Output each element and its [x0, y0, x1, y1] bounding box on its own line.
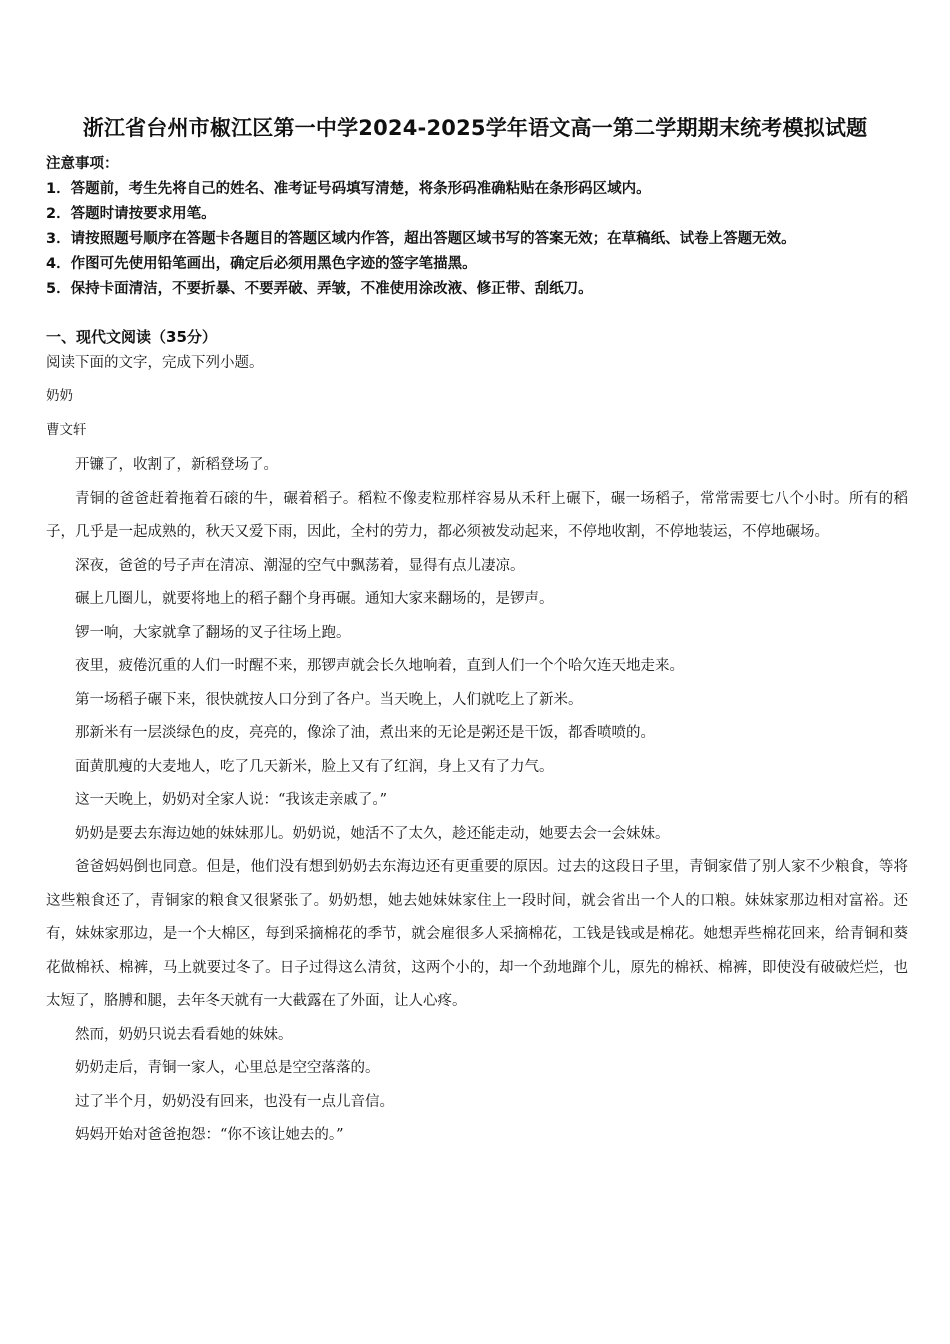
- story-author: 曹文轩: [46, 422, 87, 438]
- story-paragraph: 面黄肌瘦的大麦地人，吃了几天新米，脸上又有了红润，身上又有了力气。: [75, 758, 554, 775]
- notice-heading: 注意事项：: [46, 156, 119, 172]
- notice-block: [46, 152, 916, 302]
- story-paragraph: 爸爸妈妈倒也同意。但是，他们没有想到奶奶去东海边还有更重要的原因。过去的这段日子里，青铜家借了别人家不少粮食，等将这些粮食还了，青铜家的粮食又很紧张了。奶奶想，她去她妹妹家住上一段时间，就会省出一个人的口粮。妹妹家那边相对富裕。还有，妹妹家那边，是一个大棉区，每到采摘棉花的季节，就会雇很多人采摘棉花，工钱是钱或是棉花。她想弄些棉花回来，给青铜和葵花做棉袄、棉裤，马上就要过冬了。日子过得这么清贫，这两个小的，却一个劲地蹿个儿，原先的棉袄、棉裤，即使没有破破烂烂，也太短了，胳膊和腿，去年冬天就有一大截露在了外面，让人心疼。: [46, 859, 908, 1009]
- section-heading: 一、现代文阅读（35分）: [46, 328, 217, 346]
- notice-item: 2．答题时请按要求用笔。: [46, 206, 216, 222]
- story-paragraph: 开镰了，收割了，新稻登场了。: [75, 457, 278, 473]
- story-paragraph: 碾上几圈儿，就要将地上的稻子翻个身再碾。通知大家来翻场的，是锣声。: [75, 591, 554, 607]
- story-paragraph: 第一场稻子碾下来，很快就按人口分到了各户。当天晚上，人们就吃上了新米。: [75, 691, 583, 708]
- story-paragraph: 夜里，疲倦沉重的人们一时醒不来，那锣声就会长久地响着，直到人们一个个哈欠连天地走来。: [75, 658, 684, 674]
- story-paragraph: 过了半个月，奶奶没有回来，也没有一点儿音信。: [75, 1093, 394, 1110]
- story-paragraph: 深夜，爸爸的号子声在清凉、潮湿的空气中飘荡着，显得有点儿凄凉。: [75, 557, 525, 574]
- notice-item: 4．作图可先使用铅笔画出，确定后必须用黑色字迹的签字笔描黑。: [46, 256, 477, 272]
- notice-item: 5．保持卡面清洁，不要折暴、不要弄破、弄皱，不准使用涂改液、修正带、刮纸刀。: [46, 281, 593, 297]
- section-instruction: 阅读下面的文字，完成下列小题。: [46, 355, 264, 371]
- story-paragraph: 锣一响，大家就拿了翻场的叉子往场上跑。: [75, 624, 351, 641]
- story-body: [46, 449, 908, 1153]
- story-paragraph: 妈妈开始对爸爸抱怨：“你不该让她去的。”: [75, 1127, 344, 1143]
- notice-item: 1．答题前，考生先将自己的姓名、准考证号码填写清楚，将条形码准确粘贴在条形码区域内。: [46, 181, 651, 197]
- page-title: 浙江省台州市椒江区第一中学2024-2025学年语文高一第二学期期末统考模拟试题: [82, 116, 868, 140]
- story-paragraph: 然而，奶奶只说去看看她的妹妹。: [75, 1026, 293, 1043]
- story-title: 奶奶: [46, 388, 73, 404]
- story-paragraph: 奶奶是要去东海边她的妹妹那儿。奶奶说，她活不了太久，趁还能走动，她要去会一会妹妹。: [75, 825, 670, 842]
- story-paragraph: 这一天晚上，奶奶对全家人说：“我该走亲戚了。”: [75, 792, 388, 808]
- story-paragraph: 那新米有一层淡绿色的皮，亮亮的，像涂了油，煮出来的无论是粥还是干饭，都香喷喷的。: [75, 725, 655, 741]
- story-paragraph: 青铜的爸爸赶着拖着石磙的牛，碾着稻子。稻粒不像麦粒那样容易从禾秆上碾下，碾一场稻子，常常需要七八个小时。所有的稻子，几乎是一起成熟的，秋天又爱下雨，因此，全村的劳力，都必须被发动起来，不停地收割，不停地装运，不停地碾场。: [46, 490, 908, 540]
- story-paragraph: 奶奶走后，青铜一家人，心里总是空空落落的。: [75, 1060, 380, 1076]
- notice-item: 3．请按照题号顺序在答题卡各题目的答题区域内作答，超出答题区域书写的答案无效；在草稿纸、试卷上答题无效。: [46, 231, 796, 247]
